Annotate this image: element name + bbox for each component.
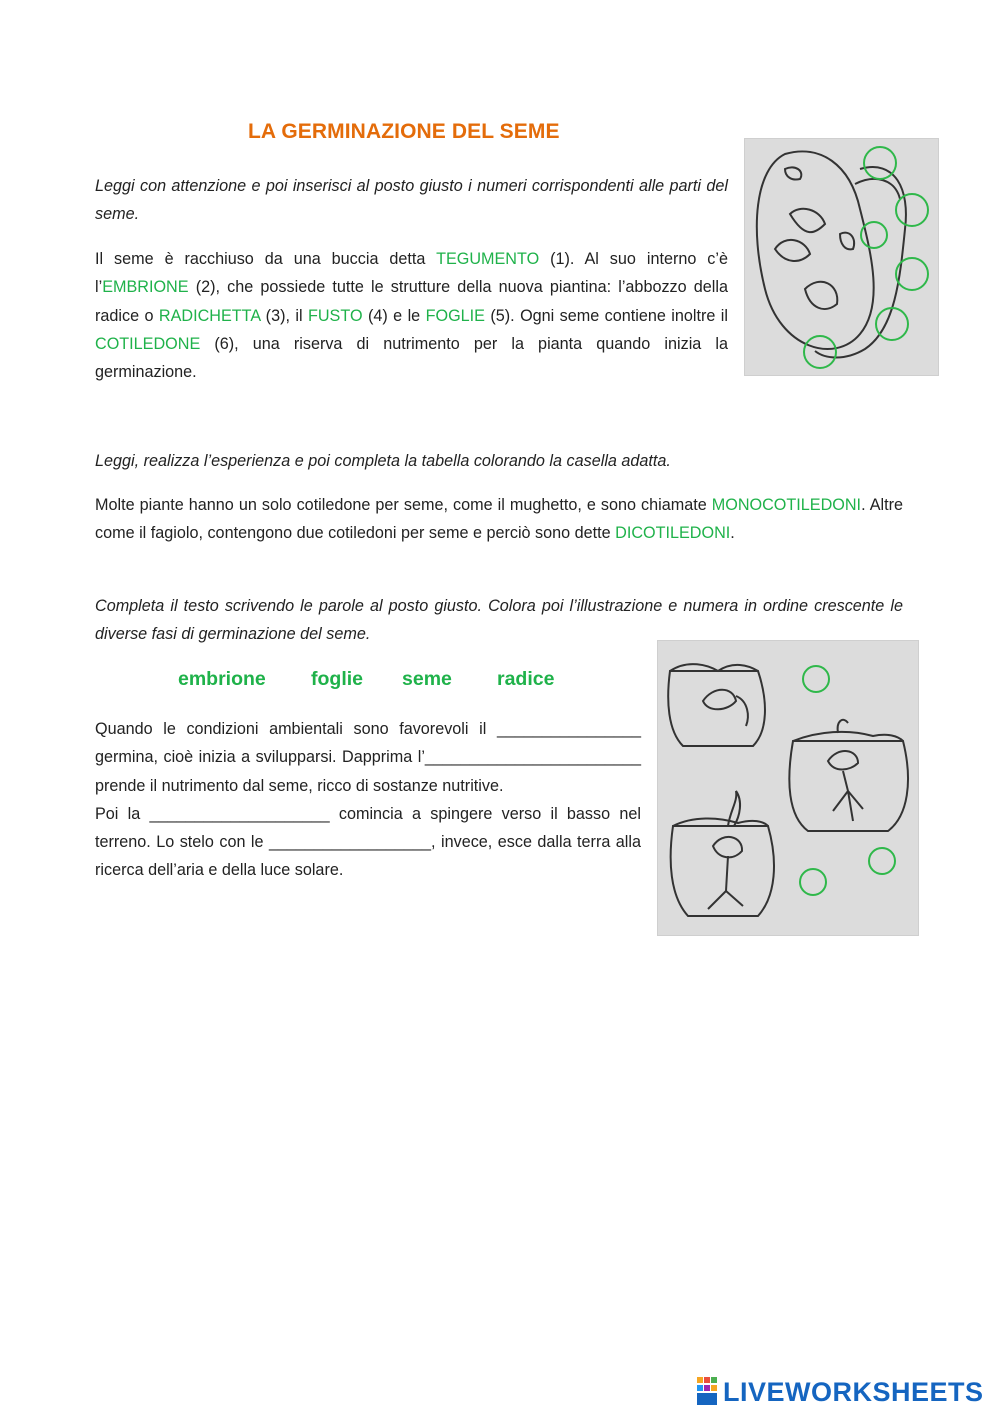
instruction-experience: Leggi, realizza l’esperienza e poi completa la tabella colorando la casella adatta.	[95, 452, 671, 470]
keyword-monocotiledoni: MONOCOTILEDONI	[711, 496, 862, 514]
footer-logo	[697, 1375, 984, 1409]
answer-blank-1[interactable]: ________________	[496, 720, 641, 738]
keyword-foglie: FOGLIE	[425, 306, 485, 325]
phase-target-2[interactable]	[868, 847, 896, 875]
word-bank-item: radice	[497, 668, 555, 690]
keyword-cotiledone: COTILEDONE	[95, 334, 201, 353]
cloze-paragraph	[95, 715, 641, 885]
text-run: prende il nutrimento dal seme, ricco di sostanze nutritive.	[95, 776, 504, 795]
word-bank-item: foglie	[311, 668, 363, 690]
text-run: comincia a spingere verso il basso nel terreno. Lo stelo con le	[95, 804, 641, 852]
phase-target-3[interactable]	[799, 868, 827, 896]
keyword-tegumento: TEGUMENTO	[436, 250, 540, 268]
phase-target-1[interactable]	[802, 665, 830, 693]
seed-part-target-4[interactable]	[895, 257, 929, 291]
text-run: (2), che possiede tutte le strutture della nuova piantina: l’abbozzo della radice o	[95, 278, 728, 325]
seed-part-target-3[interactable]	[860, 221, 888, 249]
instruction-cloze: Completa il testo scrivendo le parole al posto giusto. Colora poi l’illustrazione e numera in ordine crescente le diverse fasi di germinazione del seme.	[95, 597, 903, 644]
text-run: (1). Al suo interno c’è l’	[95, 250, 728, 297]
text-run: Molte piante hanno un solo cotiledone per seme, come il mughetto, e sono chiamate	[95, 496, 712, 514]
text-run: Il seme è racchiuso da una buccia detta	[95, 250, 437, 268]
text-run: Quando le condizioni ambientali sono favorevoli il	[95, 720, 497, 738]
text-run: germina, cioè inizia a svilupparsi. Dapprima l’	[95, 748, 425, 767]
germination-illustration	[657, 640, 919, 936]
cotyledon-paragraph	[95, 491, 903, 548]
text-run: .	[730, 524, 735, 543]
germination-drawing	[658, 641, 918, 935]
text-run: . Altre come il fagiolo, contengono due cotiledoni per seme e perciò sono dette	[95, 496, 903, 543]
keyword-embrione: EMBRIONE	[102, 278, 189, 297]
seed-part-target-1[interactable]	[863, 146, 897, 180]
instruction-seed-parts: Leggi con attenzione e poi inserisci al posto giusto i numeri corrispondenti alle parti del seme.	[95, 177, 728, 224]
text-run: (6), una riserva di nutrimento per la pianta quando inizia la germinazione.	[95, 334, 728, 382]
page-title: LA GERMINAZIONE DEL SEME	[248, 120, 560, 143]
text-run: , invece, esce dalla terra alla ricerca dell’aria e della luce solare.	[95, 833, 642, 880]
seed-part-target-6[interactable]	[803, 335, 837, 369]
word-bank-item: embrione	[178, 668, 266, 690]
text-run: (5). Ogni seme contiene inoltre il	[484, 306, 728, 325]
seed-parts-paragraph	[95, 245, 728, 386]
text-run: Poi la	[95, 804, 150, 823]
liveworksheets-logo-icon	[697, 1377, 719, 1407]
answer-blank-3[interactable]: ____________________	[149, 804, 330, 823]
text-run: (3), il	[260, 306, 308, 325]
keyword-dicotiledoni: DICOTILEDONI	[615, 524, 731, 543]
text-run: (4) e le	[362, 306, 426, 325]
brand-name: LIVEWORKSHEETS	[723, 1376, 984, 1407]
keyword-radichetta: RADICHETTA	[158, 306, 261, 325]
seed-part-target-2[interactable]	[895, 193, 929, 227]
keyword-fusto: FUSTO	[307, 306, 363, 325]
seed-illustration	[744, 138, 939, 376]
word-bank-item: seme	[402, 668, 452, 690]
seed-part-target-5[interactable]	[875, 307, 909, 341]
answer-blank-4[interactable]: __________________	[268, 833, 432, 852]
answer-blank-2[interactable]: ________________________	[424, 748, 641, 767]
